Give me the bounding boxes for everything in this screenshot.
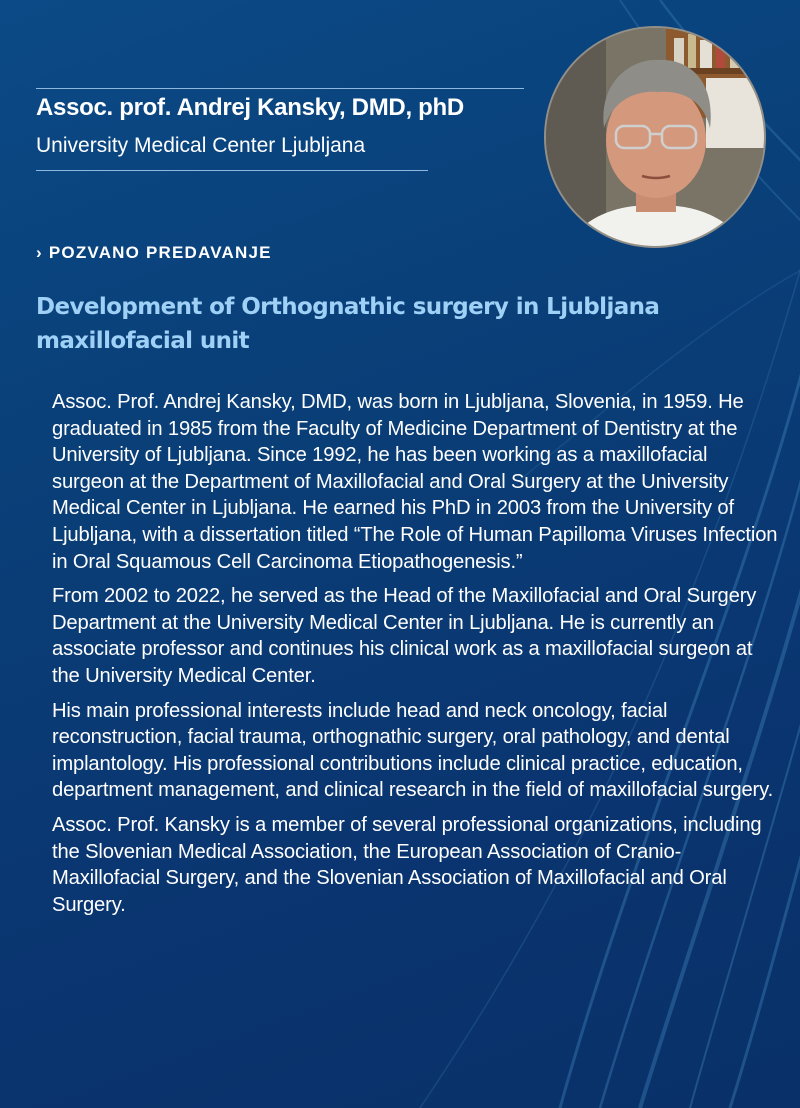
chevron-right-icon: › [36, 243, 43, 262]
speaker-affiliation: University Medical Center Ljubljana [36, 134, 366, 157]
speaker-name: Assoc. prof. Andrej Kansky, DMD, phD [36, 94, 464, 121]
bio-paragraph: Assoc. Prof. Andrej Kansky, DMD, was born in Ljubljana, Slovenia, in 1959. He graduated in 1985 from the Faculty of Medicine Department of Dentistry at the University of Ljubljana. Since 1992, he has been working as a maxillofacial surgeon at the Department of Maxillofacial and Oral Surgery at the University Medical Center in Ljubljana. He earned his PhD in 2003 from the University of Ljubljana, with a dissertation titled “The Role of Human Papilloma Viruses Infection in Oral Squamous Cell Carcinoma Etiopathogenesis.” [52, 391, 778, 573]
bio-paragraph: Assoc. Prof. Kansky is a member of several professional organizations, including the Slovenian Medical Association, the European Association of Cranio-Maxillofacial Surgery, and the Slovenian Association of Maxillofacial and Oral Surgery. [52, 813, 762, 916]
speaker-avatar [544, 26, 766, 248]
bio-paragraph: From 2002 to 2022, he served as the Head of the Maxillofacial and Oral Surgery Department at the University Medical Center in Ljubljana. He is currently an associate professor and continues his clinical work as a maxillofacial surgeon at the University Medical Center. [52, 585, 757, 687]
header-top-rule [36, 88, 524, 89]
speaker-portrait-icon [546, 28, 764, 246]
header-bottom-rule [36, 170, 428, 171]
session-label [36, 243, 272, 263]
speaker-bio [52, 389, 784, 926]
bio-paragraph: His main professional interests include head and neck oncology, facial reconstruction, facial trauma, orthognathic surgery, oral pathology, and dental implantology. His professional contributions include clinical practice, education, department management, and clinical research in the field of maxillofacial surgery. [52, 699, 774, 802]
talk-title: Development of Orthognathic surgery in Ljubljana maxillofacial unit [36, 294, 660, 354]
session-label-text: POZVANO PREDAVANJE [48, 243, 272, 262]
